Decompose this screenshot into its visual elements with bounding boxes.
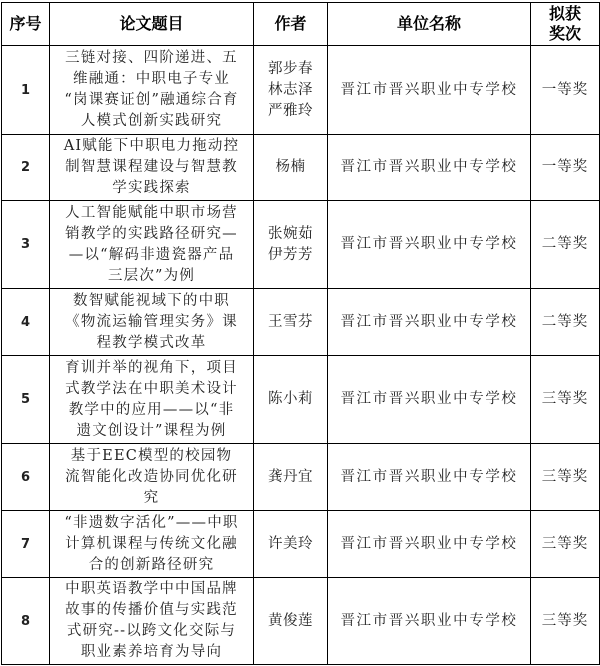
table-row — [2, 289, 600, 356]
award-cell: 二等奖 — [531, 201, 600, 289]
title-line: 式教学法在中职美术设计 — [65, 380, 238, 397]
title-line: AI赋能下中职电力拖动控 — [63, 138, 240, 154]
title-line: 究 — [143, 489, 160, 506]
author-cell — [254, 578, 328, 665]
author-cell — [254, 444, 328, 511]
author-cell — [254, 511, 328, 578]
row-index: 8 — [2, 578, 50, 665]
title-line: —以“解码非遗瓷器产品 — [68, 246, 235, 263]
awards-table — [1, 2, 600, 665]
header-award-line2: 奖次 — [548, 24, 581, 43]
organization-cell: 晋江市晋兴职业中专学校 — [328, 444, 531, 511]
title-line: 三链对接、四阶递进、五 — [65, 50, 238, 66]
row-index: 7 — [2, 511, 50, 578]
award-cell: 二等奖 — [531, 289, 600, 356]
title-line: 基于EEC模型的校园物 — [70, 447, 233, 464]
title-line: 遗文创设计”课程为例 — [76, 422, 227, 439]
table-row — [2, 444, 600, 511]
title-line: 维融通：中职电子专业 — [73, 71, 230, 87]
author-name: 林志泽 — [268, 81, 313, 98]
author-cell — [254, 201, 328, 289]
organization-cell: 晋江市晋兴职业中专学校 — [328, 135, 531, 201]
title-line: 故事的传播价值与实践范 — [65, 602, 238, 618]
author-cell — [254, 289, 328, 356]
row-index: 2 — [2, 135, 50, 201]
award-cell: 三等奖 — [531, 578, 600, 665]
author-name: 龚丹宜 — [268, 468, 313, 485]
title-line: 育训并举的视角下，项目 — [65, 359, 238, 376]
title-line: 销教学的实践路径研究— — [65, 225, 238, 242]
author-name: 王雪芬 — [268, 313, 313, 330]
author-name: 黄俊莲 — [268, 612, 313, 629]
organization-cell: 晋江市晋兴职业中专学校 — [328, 356, 531, 444]
title-line: 制智慧课程建设与智慧教 — [65, 159, 238, 175]
paper-title — [50, 578, 254, 665]
author-name: 许美玲 — [268, 535, 313, 552]
title-line: 人模式创新实践研究 — [80, 113, 223, 129]
author-name: 杨楠 — [275, 159, 306, 175]
organization-cell: 晋江市晋兴职业中专学校 — [328, 46, 531, 135]
title-line: 《物流运输管理实务》课 — [65, 313, 238, 330]
author-cell — [254, 135, 328, 201]
title-line: “非遗数字活化”——中职 — [64, 514, 239, 531]
table-row — [2, 356, 600, 444]
title-line: 程教学模式改革 — [96, 334, 207, 351]
paper-title — [50, 289, 254, 356]
author-name: 郭步春 — [268, 60, 313, 77]
title-line: 式研究--以跨文化交际与 — [66, 623, 237, 639]
author-name: 张婉茹 — [268, 225, 313, 242]
paper-title — [50, 444, 254, 511]
organization-cell: 晋江市晋兴职业中专学校 — [328, 201, 531, 289]
title-line: 数智赋能视域下的中职 — [73, 292, 230, 309]
title-line: 流智能化改造协同优化研 — [65, 468, 238, 485]
table-row — [2, 135, 600, 201]
header-author: 作者 — [254, 3, 328, 46]
author-cell — [254, 356, 328, 444]
title-line: 职业素养培育为导向 — [80, 644, 223, 660]
header-organization: 单位名称 — [328, 3, 531, 46]
title-line: 中职英语教学中中国品牌 — [65, 581, 238, 597]
table-row — [2, 578, 600, 665]
title-line: 合的创新路径研究 — [88, 556, 215, 573]
paper-title — [50, 511, 254, 578]
paper-title — [50, 135, 254, 201]
header-award-line1: 拟获 — [548, 4, 581, 23]
row-index: 4 — [2, 289, 50, 356]
author-cell — [254, 46, 328, 135]
author-name: 伊芳芳 — [268, 246, 313, 263]
title-line: 学实践探索 — [112, 180, 191, 196]
title-line: 三层次”为例 — [107, 267, 196, 284]
title-line: “岗课赛证创”融通综合育 — [64, 92, 239, 108]
paper-title — [50, 46, 254, 135]
table-row — [2, 511, 600, 578]
title-line: 人工智能赋能中职市场营 — [65, 204, 238, 221]
header-award — [531, 3, 600, 46]
header-title: 论文题目 — [50, 3, 254, 46]
title-line: 教学中的应用——以“非 — [68, 401, 235, 418]
award-cell: 三等奖 — [531, 356, 600, 444]
organization-cell: 晋江市晋兴职业中专学校 — [328, 578, 531, 665]
award-cell: 一等奖 — [531, 46, 600, 135]
author-name: 陈小莉 — [268, 391, 313, 407]
header-index: 序号 — [2, 3, 50, 46]
award-cell: 一等奖 — [531, 135, 600, 201]
row-index: 6 — [2, 444, 50, 511]
table-row — [2, 46, 600, 135]
organization-cell: 晋江市晋兴职业中专学校 — [328, 289, 531, 356]
header-row — [2, 3, 600, 46]
award-cell: 三等奖 — [531, 511, 600, 578]
title-line: 计算机课程与传统文化融 — [65, 535, 238, 552]
table-row — [2, 201, 600, 289]
paper-title — [50, 356, 254, 444]
row-index: 5 — [2, 356, 50, 444]
award-cell: 三等奖 — [531, 444, 600, 511]
author-name: 严雅玲 — [268, 102, 313, 119]
row-index: 3 — [2, 201, 50, 289]
paper-title — [50, 201, 254, 289]
row-index: 1 — [2, 46, 50, 135]
organization-cell: 晋江市晋兴职业中专学校 — [328, 511, 531, 578]
